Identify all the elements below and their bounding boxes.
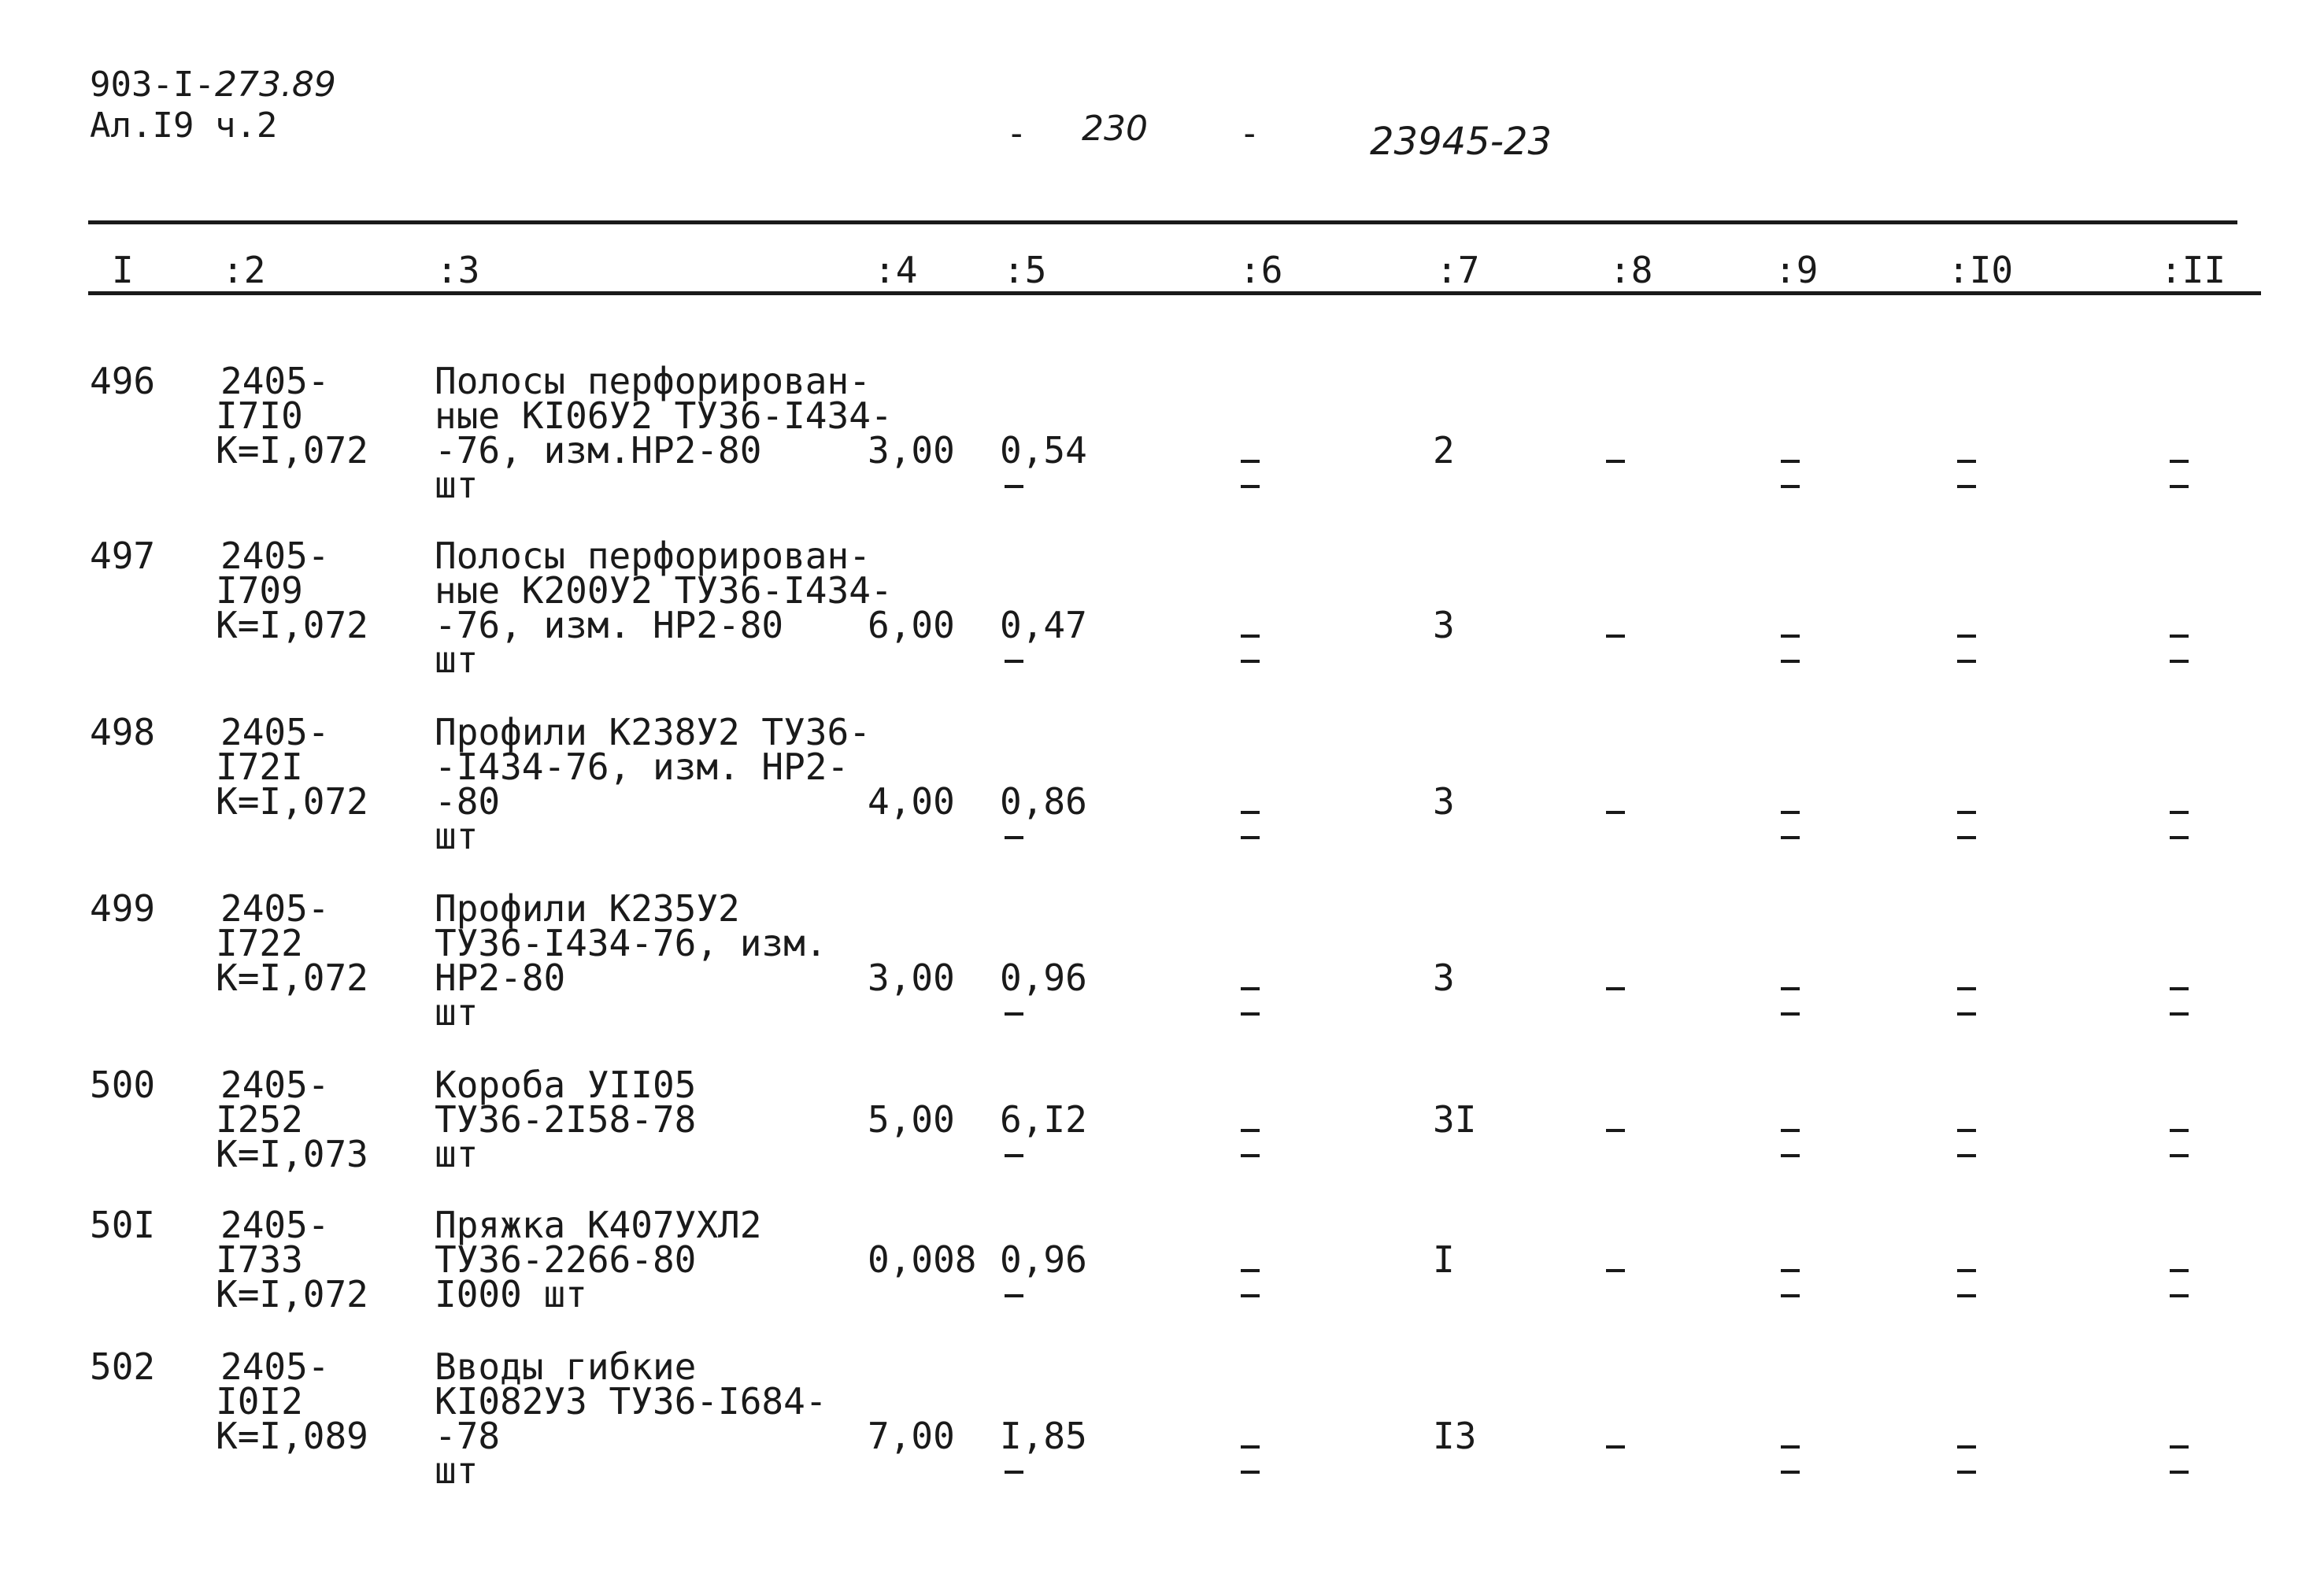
value-col5: 6,I2 [1000, 1098, 1087, 1141]
description-line: -I434-76, изм. НР2- [435, 746, 849, 788]
column-header-8: :8 [1609, 249, 1653, 291]
dash-col8 [1606, 1269, 1625, 1272]
dash-col6-top [1241, 1129, 1260, 1132]
row-number: 497 [90, 535, 156, 577]
page-number: 230 [1082, 109, 1148, 149]
description-line: шт [435, 991, 479, 1034]
dash-col10-bottom [1957, 1012, 1976, 1016]
dash-col11-bottom [2170, 836, 2189, 839]
dash-col11-bottom [2170, 1471, 2189, 1474]
material-code-line: I709 [216, 569, 303, 612]
description-line: I000 шт [435, 1273, 587, 1315]
description-line: шт [435, 815, 479, 857]
description-line: -80 [435, 780, 501, 823]
dash-col10-top [1957, 1129, 1976, 1132]
description-line: ТУ36-2I58-78 [435, 1098, 697, 1141]
value-col4: 4,00 [868, 780, 955, 823]
description-line: Полосы перфорирован- [435, 535, 871, 577]
dash-col6-bottom [1241, 1471, 1260, 1474]
dash-col5 [1005, 1012, 1023, 1016]
description-line: ТУ36-2266-80 [435, 1238, 697, 1281]
dash-col9-top [1781, 635, 1800, 638]
value-col4: 5,00 [868, 1098, 955, 1141]
material-code-line: I7I0 [216, 394, 303, 437]
value-col5: 0,86 [1000, 780, 1087, 823]
column-header-2: :2 [222, 249, 266, 291]
page-dash-left: - [1006, 113, 1027, 154]
dash-col6-bottom [1241, 836, 1260, 839]
doc-code [90, 66, 336, 104]
material-code-line: 2405- [220, 360, 330, 402]
row-number: 500 [90, 1064, 156, 1106]
description-line: Профили К238У2 ТУ36- [435, 711, 871, 753]
dash-col9-top [1781, 811, 1800, 814]
column-header-6: :6 [1239, 249, 1283, 291]
dash-col5 [1005, 660, 1023, 663]
dash-col11-top [2170, 1129, 2189, 1132]
description-line: ные КI06У2 ТУ36-I434- [435, 394, 893, 437]
value-col7: 3 [1433, 957, 1455, 999]
material-code-line: I72I [216, 746, 303, 788]
dash-col9-top [1781, 987, 1800, 990]
value-col4: 3,00 [868, 429, 955, 472]
description-line: Полосы перфорирован- [435, 360, 871, 402]
material-code-line: К=I,072 [216, 429, 368, 472]
dash-col9-bottom [1781, 485, 1800, 488]
dash-col9-bottom [1781, 1012, 1800, 1016]
material-code-line: К=I,073 [216, 1133, 368, 1175]
value-col5: 0,96 [1000, 957, 1087, 999]
dash-col11-top [2170, 1445, 2189, 1449]
dash-col8 [1606, 1129, 1625, 1132]
dash-col10-bottom [1957, 1294, 1976, 1297]
description-line: КI082У3 ТУ36-I684- [435, 1380, 827, 1423]
material-code-line: К=I,072 [216, 780, 368, 823]
dash-col6-top [1241, 1269, 1260, 1272]
dash-col11-bottom [2170, 1294, 2189, 1297]
description-line: шт [435, 638, 479, 681]
table-top-rule [88, 220, 2237, 224]
value-col7: 3 [1433, 780, 1455, 823]
dash-col11-top [2170, 460, 2189, 463]
dash-col9-top [1781, 1269, 1800, 1272]
dash-col9-top [1781, 1445, 1800, 1449]
dash-col10-top [1957, 1269, 1976, 1272]
value-col7: 3 [1433, 604, 1455, 646]
dash-col5 [1005, 836, 1023, 839]
dash-col11-bottom [2170, 1012, 2189, 1016]
material-code-line: К=I,072 [216, 1273, 368, 1315]
row-number: 498 [90, 711, 156, 753]
column-header-7: :7 [1436, 249, 1480, 291]
dash-col9-bottom [1781, 1471, 1800, 1474]
description-line: -76, изм. НР2-80 [435, 604, 784, 646]
column-header-5: :5 [1003, 249, 1047, 291]
column-header-10: :I0 [1948, 249, 2014, 291]
dash-col11-top [2170, 1269, 2189, 1272]
dash-col11-top [2170, 987, 2189, 990]
value-col4: 6,00 [868, 604, 955, 646]
material-code-line: К=I,072 [216, 604, 368, 646]
row-number: 496 [90, 360, 156, 402]
column-header-1: I [112, 249, 134, 291]
dash-col10-top [1957, 635, 1976, 638]
material-code-line: 2405- [220, 711, 330, 753]
dash-col10-top [1957, 460, 1976, 463]
dash-col9-bottom [1781, 836, 1800, 839]
table-header-rule [88, 291, 2261, 295]
dash-col11-bottom [2170, 660, 2189, 663]
dash-col10-bottom [1957, 1154, 1976, 1157]
value-col7: 2 [1433, 429, 1455, 472]
dash-col6-top [1241, 635, 1260, 638]
material-code-line: I722 [216, 922, 303, 964]
column-header-3: :3 [436, 249, 480, 291]
dash-col10-bottom [1957, 836, 1976, 839]
doc-code-prefix: 903-I- [90, 65, 215, 105]
value-col5: I,85 [1000, 1415, 1087, 1457]
dash-col8 [1606, 635, 1625, 638]
dash-col5 [1005, 1294, 1023, 1297]
dash-col5 [1005, 1471, 1023, 1474]
material-code-line: I0I2 [216, 1380, 303, 1423]
value-col5: 0,96 [1000, 1238, 1087, 1281]
dash-col8 [1606, 811, 1625, 814]
dash-col10-bottom [1957, 485, 1976, 488]
dash-col9-bottom [1781, 1294, 1800, 1297]
material-code-line: К=I,072 [216, 957, 368, 999]
dash-col10-top [1957, 1445, 1976, 1449]
description-line: шт [435, 1449, 479, 1492]
value-col7: I [1433, 1238, 1455, 1281]
dash-col6-bottom [1241, 1012, 1260, 1016]
dash-col6-bottom [1241, 1154, 1260, 1157]
value-col7: I3 [1433, 1415, 1477, 1457]
material-code-line: 2405- [220, 887, 330, 930]
description-line: шт [435, 464, 479, 506]
description-line: Короба УII05 [435, 1064, 697, 1106]
dash-col8 [1606, 1445, 1625, 1449]
description-line: шт [435, 1133, 479, 1175]
description-line: ТУ36-I434-76, изм. [435, 922, 827, 964]
description-line: ные К200У2 ТУ36-I434- [435, 569, 893, 612]
material-code-line: I252 [216, 1098, 303, 1141]
material-code-line: К=I,089 [216, 1415, 368, 1457]
dash-col5 [1005, 1154, 1023, 1157]
dash-col5 [1005, 485, 1023, 488]
dash-col10-top [1957, 987, 1976, 990]
material-code-line: 2405- [220, 535, 330, 577]
dash-col8 [1606, 460, 1625, 463]
dash-col11-bottom [2170, 1154, 2189, 1157]
value-col5: 0,47 [1000, 604, 1087, 646]
material-code-line: I733 [216, 1238, 303, 1281]
value-col7: 3I [1433, 1098, 1477, 1141]
description-line: НР2-80 [435, 957, 566, 999]
doc-number: 23945-23 [1370, 120, 1552, 164]
dash-col6-top [1241, 987, 1260, 990]
dash-col6-bottom [1241, 660, 1260, 663]
description-line: -78 [435, 1415, 501, 1457]
page-dash-right: - [1239, 113, 1260, 154]
dash-col11-top [2170, 811, 2189, 814]
value-col4: 3,00 [868, 957, 955, 999]
dash-col10-top [1957, 811, 1976, 814]
description-line: -76, изм.НР2-80 [435, 429, 762, 472]
description-line: Вводы гибкие [435, 1345, 697, 1388]
row-number: 50I [90, 1204, 156, 1246]
column-header-11: :II [2160, 249, 2226, 291]
dash-col6-top [1241, 460, 1260, 463]
album-part: Ал.I9 ч.2 [90, 105, 278, 146]
dash-col6-bottom [1241, 485, 1260, 488]
dash-col11-bottom [2170, 485, 2189, 488]
value-col4: 7,00 [868, 1415, 955, 1457]
dash-col9-bottom [1781, 660, 1800, 663]
dash-col10-bottom [1957, 1471, 1976, 1474]
value-col4: 0,008 [868, 1238, 977, 1281]
doc-code-handwritten: 273.89 [214, 65, 336, 105]
dash-col8 [1606, 987, 1625, 990]
dash-col9-top [1781, 460, 1800, 463]
row-number: 502 [90, 1345, 156, 1388]
value-col5: 0,54 [1000, 429, 1087, 472]
dash-col9-top [1781, 1129, 1800, 1132]
material-code-line: 2405- [220, 1204, 330, 1246]
column-header-9: :9 [1774, 249, 1819, 291]
material-code-line: 2405- [220, 1345, 330, 1388]
material-code-line: 2405- [220, 1064, 330, 1106]
dash-col11-top [2170, 635, 2189, 638]
dash-col6-bottom [1241, 1294, 1260, 1297]
dash-col9-bottom [1781, 1154, 1800, 1157]
column-header-4: :4 [874, 249, 918, 291]
dash-col6-top [1241, 811, 1260, 814]
dash-col6-top [1241, 1445, 1260, 1449]
dash-col10-bottom [1957, 660, 1976, 663]
description-line: Пряжка К407УХЛ2 [435, 1204, 762, 1246]
description-line: Профили К235У2 [435, 887, 740, 930]
row-number: 499 [90, 887, 156, 930]
